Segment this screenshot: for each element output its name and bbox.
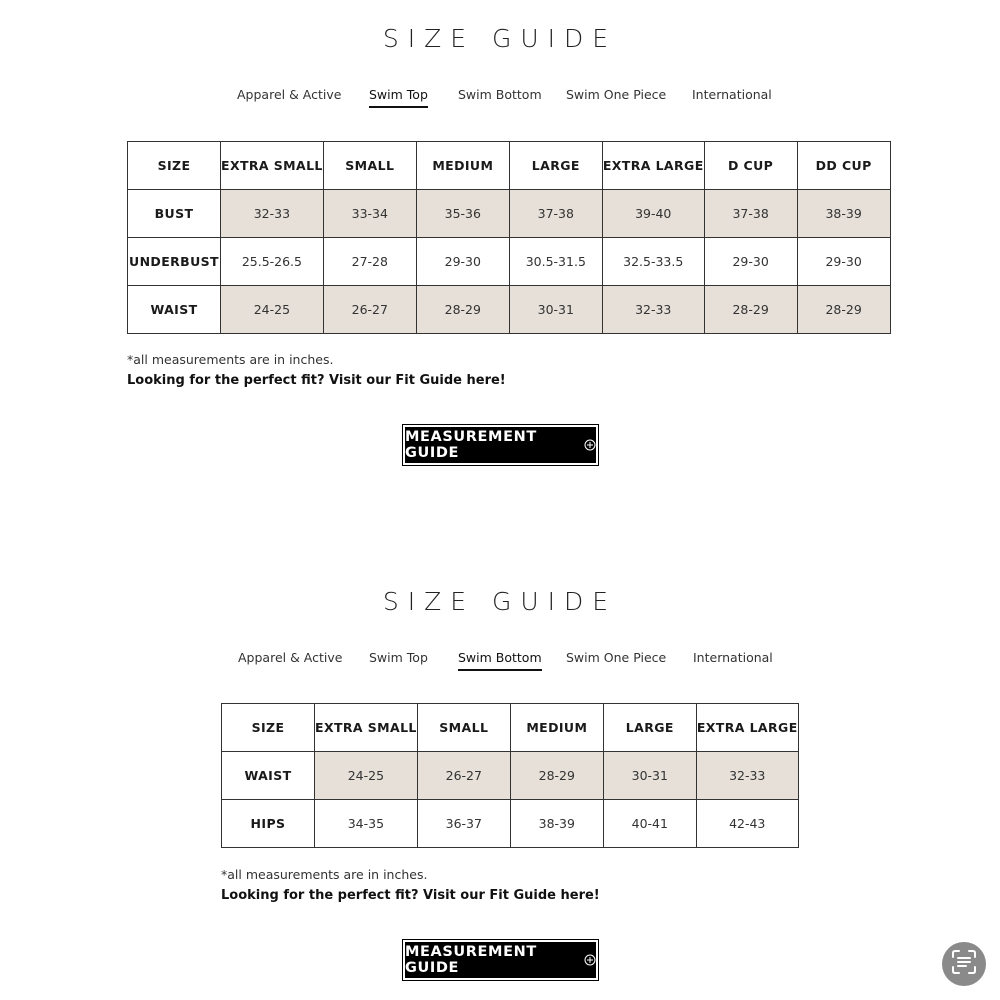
tab-swim-top[interactable]: Swim Top	[369, 650, 428, 665]
circle-plus-icon	[584, 439, 596, 451]
table-cell: 38-39	[510, 800, 603, 848]
header-cell: MEDIUM	[416, 142, 509, 190]
measurement-guide-button[interactable]	[403, 940, 598, 980]
table-cell: 38-39	[797, 190, 890, 238]
tab-swim-bottom[interactable]: Swim Bottom	[458, 87, 542, 102]
table-cell: 29-30	[704, 238, 797, 286]
row-label: UNDERBUST	[128, 238, 221, 286]
table-header-row	[222, 704, 799, 752]
tab-swim-top[interactable]: Swim Top	[369, 87, 428, 108]
measurement-note: *all measurements are in inches.	[127, 352, 334, 367]
table-cell: 28-29	[510, 752, 603, 800]
table-cell: 24-25	[315, 752, 418, 800]
header-cell: LARGE	[603, 704, 696, 752]
header-cell: SMALL	[323, 142, 416, 190]
header-cell: EXTRA SMALL	[315, 704, 418, 752]
table-cell: 37-38	[509, 190, 602, 238]
tab-swim-one-piece[interactable]: Swim One Piece	[566, 87, 667, 102]
table-cell: 34-35	[315, 800, 418, 848]
fit-guide-link[interactable]: Looking for the perfect fit? Visit our Fit Guide here!	[127, 373, 506, 388]
header-cell: D CUP	[704, 142, 797, 190]
page-title: SIZE GUIDE	[382, 587, 618, 616]
category-tabs	[0, 650, 1000, 672]
table-row	[128, 190, 891, 238]
table-row	[128, 286, 891, 334]
page-title: SIZE GUIDE	[382, 24, 618, 53]
tab-international[interactable]: International	[693, 650, 773, 665]
header-cell: LARGE	[509, 142, 602, 190]
table-cell: 30.5-31.5	[509, 238, 602, 286]
row-label: WAIST	[128, 286, 221, 334]
tab-apparel-active[interactable]: Apparel & Active	[237, 87, 342, 102]
tab-international[interactable]: International	[692, 87, 772, 102]
header-cell: SIZE	[222, 704, 315, 752]
size-table	[127, 141, 891, 334]
header-cell: EXTRA SMALL	[221, 142, 324, 190]
table-cell: 26-27	[417, 752, 510, 800]
header-cell: DD CUP	[797, 142, 890, 190]
table-cell: 32-33	[696, 752, 798, 800]
table-cell: 29-30	[797, 238, 890, 286]
circle-plus-icon	[584, 954, 596, 966]
table-cell: 26-27	[323, 286, 416, 334]
table-cell: 24-25	[221, 286, 324, 334]
table-row	[222, 752, 799, 800]
table-cell: 32.5-33.5	[602, 238, 704, 286]
table-row	[222, 800, 799, 848]
table-cell: 28-29	[704, 286, 797, 334]
row-label: BUST	[128, 190, 221, 238]
tab-swim-one-piece[interactable]: Swim One Piece	[566, 650, 667, 665]
header-cell: SIZE	[128, 142, 221, 190]
measurement-guide-label: MEASUREMENT GUIDE	[405, 944, 537, 976]
header-cell: EXTRA LARGE	[696, 704, 798, 752]
table-cell: 33-34	[323, 190, 416, 238]
table-cell: 25.5-26.5	[221, 238, 324, 286]
table-cell: 27-28	[323, 238, 416, 286]
table-cell: 36-37	[417, 800, 510, 848]
row-label: WAIST	[222, 752, 315, 800]
table-cell: 30-31	[509, 286, 602, 334]
table-cell: 39-40	[602, 190, 704, 238]
table-cell: 29-30	[416, 238, 509, 286]
measurement-note: *all measurements are in inches.	[221, 867, 428, 882]
table-cell: 28-29	[416, 286, 509, 334]
table-cell: 35-36	[416, 190, 509, 238]
row-label: HIPS	[222, 800, 315, 848]
size-table	[221, 703, 799, 848]
table-cell: 28-29	[797, 286, 890, 334]
fit-guide-link[interactable]: Looking for the perfect fit? Visit our Fit Guide here!	[221, 888, 600, 903]
table-cell: 30-31	[603, 752, 696, 800]
category-tabs	[0, 87, 1000, 109]
table-cell: 40-41	[603, 800, 696, 848]
tab-apparel-active[interactable]: Apparel & Active	[238, 650, 343, 665]
table-header-row	[128, 142, 891, 190]
tab-swim-bottom[interactable]: Swim Bottom	[458, 650, 542, 671]
header-cell: SMALL	[417, 704, 510, 752]
header-cell: EXTRA LARGE	[602, 142, 704, 190]
scan-text-button[interactable]	[942, 942, 986, 986]
table-cell: 32-33	[602, 286, 704, 334]
scan-text-icon	[951, 949, 977, 979]
table-cell: 37-38	[704, 190, 797, 238]
table-cell: 32-33	[221, 190, 324, 238]
table-row	[128, 238, 891, 286]
table-cell: 42-43	[696, 800, 798, 848]
measurement-guide-button[interactable]	[403, 425, 598, 465]
measurement-guide-label: MEASUREMENT GUIDE	[405, 429, 537, 461]
header-cell: MEDIUM	[510, 704, 603, 752]
